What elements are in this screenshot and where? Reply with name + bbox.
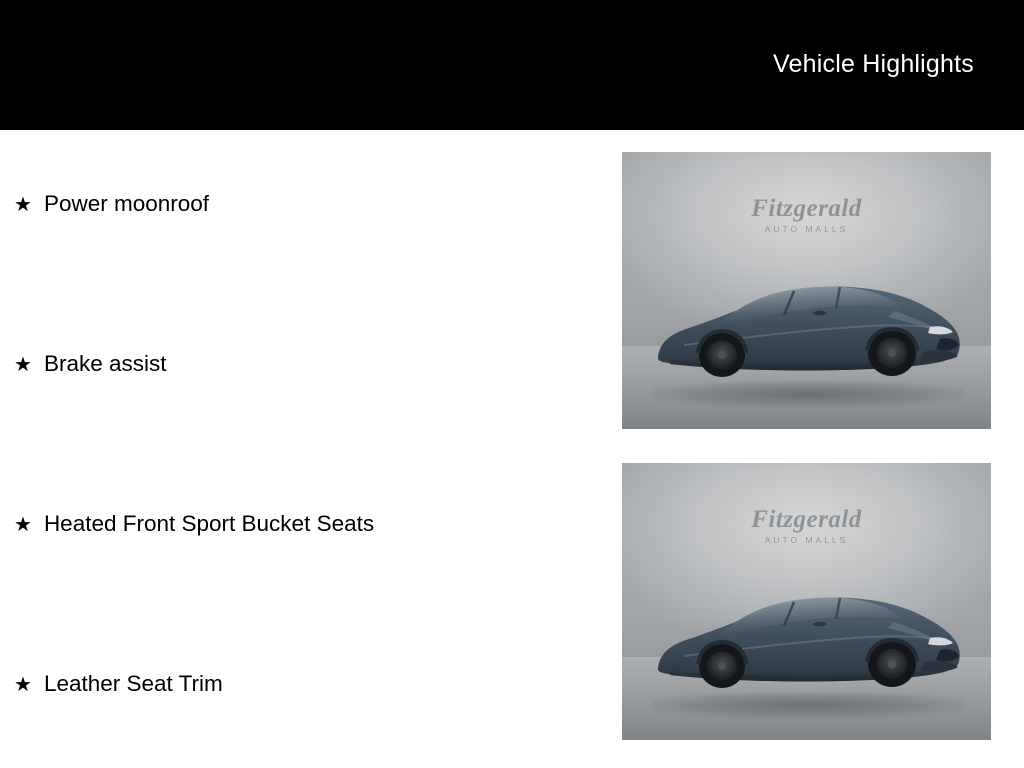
- watermark-subtitle: AUTO MALLS: [764, 535, 849, 546]
- watermark-brand: Fitzgerald: [751, 195, 862, 223]
- vehicle-photo: [622, 152, 991, 429]
- star-icon: ★: [14, 514, 32, 536]
- vehicle-photo: [622, 463, 991, 740]
- page-title: Vehicle Highlights: [773, 50, 974, 78]
- highlight-label: Leather Seat Trim: [43, 671, 223, 696]
- page-header: [0, 0, 1024, 130]
- list-item: [14, 192, 584, 217]
- star-icon: ★: [14, 194, 32, 216]
- car-illustration: [644, 564, 970, 716]
- star-icon: ★: [14, 354, 32, 376]
- watermark-subtitle: AUTO MALLS: [764, 224, 849, 235]
- highlight-label: Power moonroof: [43, 191, 210, 216]
- watermark-brand: Fitzgerald: [751, 506, 862, 534]
- list-item: [14, 352, 584, 377]
- highlight-label: Heated Front Sport Bucket Seats: [43, 511, 375, 536]
- car-illustration: [644, 253, 970, 405]
- highlights-list: [0, 130, 600, 768]
- star-icon: ★: [14, 674, 32, 696]
- list-item: [14, 512, 584, 537]
- highlight-label: Brake assist: [43, 351, 167, 376]
- list-item: [14, 672, 584, 697]
